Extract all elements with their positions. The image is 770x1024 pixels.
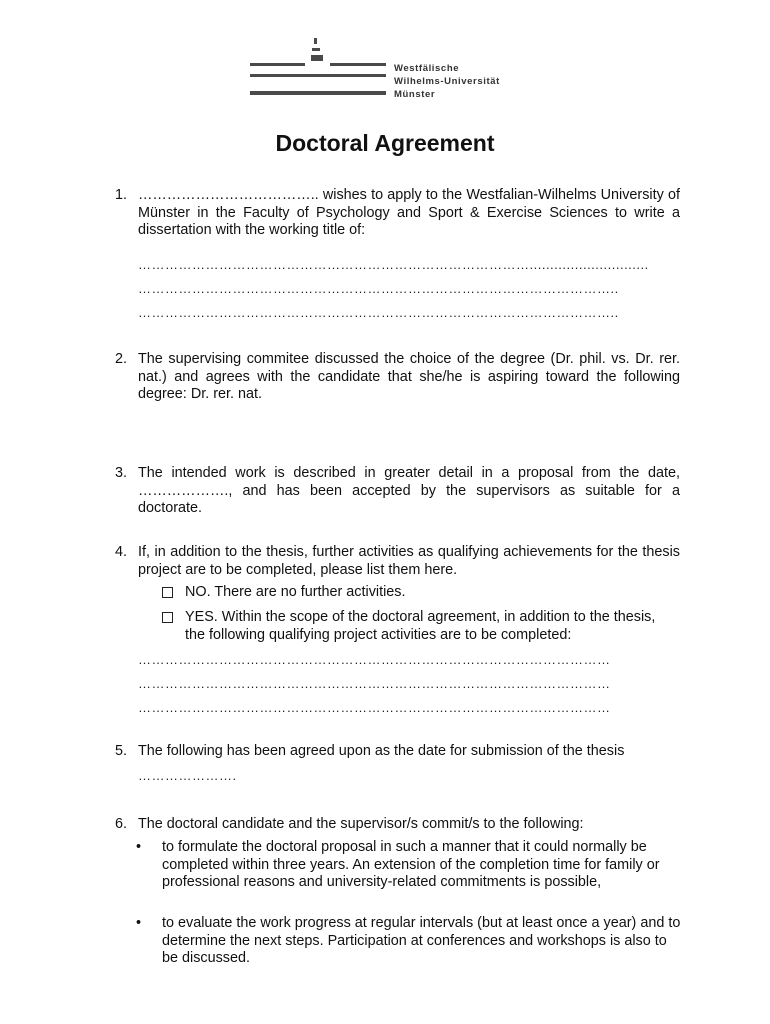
submission-date-blank[interactable]: …………………. bbox=[138, 768, 237, 783]
option-yes[interactable] bbox=[162, 609, 672, 644]
option-no-checkbox[interactable] bbox=[162, 587, 173, 598]
section-5-number: 5. bbox=[115, 743, 128, 759]
title-blank-line-2[interactable]: …………………………………………………………………………………………….. bbox=[138, 281, 619, 296]
document-title: Doctoral Agreement bbox=[275, 130, 495, 156]
logo-text bbox=[394, 62, 500, 101]
option-yes-label: YES. Within the scope of the doctoral agreement, in addition to the thesis, the following qualifying project activities are to be completed: bbox=[185, 609, 656, 643]
degree-value[interactable]: Dr. rer. nat. bbox=[190, 386, 262, 402]
bullet-glyph: • bbox=[136, 839, 142, 855]
logo-line-2: Wilhelms-Universität bbox=[394, 76, 500, 87]
section-2 bbox=[115, 351, 680, 404]
section-4-text: If, in addition to the thesis, further activities as qualifying achievements for the thesis project are to be completed, please list them here. bbox=[138, 544, 680, 578]
option-yes-checkbox[interactable] bbox=[162, 612, 173, 623]
activities-line-3[interactable]: …………………………………………………………………………………………… bbox=[138, 700, 611, 715]
section-5 bbox=[115, 743, 680, 761]
bullet-glyph: • bbox=[136, 915, 142, 931]
commitment-bullet-2 bbox=[136, 915, 686, 968]
section-6-text: The doctoral candidate and the supervisor/s commit/s to the following: bbox=[138, 816, 584, 832]
section-2-text bbox=[138, 351, 680, 404]
title-blank-line-3[interactable]: …………………………………………………………………………………………….. bbox=[138, 305, 619, 320]
section-2-body: The supervising commitee discussed the choice of the degree (Dr. phil. vs. Dr. rer. nat.) and agrees with the candidate that she/he is aspiring toward the following degree: bbox=[138, 351, 680, 402]
section-5-text: The following has been agreed upon as the date for submission of the thesis bbox=[138, 743, 625, 759]
commitment-bullet-2-text: to evaluate the work progress at regular intervals (but at least once a year) and to determine the next steps. Participation at conferences and workshops is also to be discussed. bbox=[162, 915, 681, 966]
section-6 bbox=[115, 816, 680, 834]
logo-line-1: Westfälische bbox=[394, 63, 460, 74]
section-6-number: 6. bbox=[115, 816, 128, 832]
commitment-bullet-1 bbox=[136, 839, 686, 892]
section-4-number: 4. bbox=[115, 544, 128, 560]
commitment-bullet-1-text: to formulate the doctoral proposal in such a manner that it could normally be completed within three years. An extension of the completion time for family or professional reasons and university-related commitments is possible, bbox=[162, 839, 660, 890]
section-1-text: ……………………………….. wishes to apply to the Westfalian-Wilhelms University of Münster in the Faculty of Psychology and Sport & Exercise Sciences to write a dissertation with the working title of: bbox=[138, 187, 680, 238]
section-4 bbox=[115, 544, 680, 579]
section-1 bbox=[115, 187, 680, 240]
title-blank-line-1[interactable]: ……………………………………………………………………………............................. bbox=[138, 257, 649, 272]
section-3-number: 3. bbox=[115, 465, 128, 481]
section-3 bbox=[115, 465, 680, 518]
activities-line-1[interactable]: …………………………………………………………………………………………… bbox=[138, 652, 611, 667]
logo-line-3: Münster bbox=[394, 89, 436, 100]
activities-line-2[interactable]: …………………………………………………………………………………………… bbox=[138, 676, 611, 691]
option-no-label: NO. There are no further activities. bbox=[185, 584, 406, 600]
section-3-text: The intended work is described in greater detail in a proposal from the date, ………………., and has been accepted by the supervisors as suitable for a doctorate. bbox=[138, 465, 680, 516]
section-2-number: 2. bbox=[115, 351, 128, 367]
option-no[interactable] bbox=[162, 584, 672, 602]
university-logo bbox=[250, 38, 540, 100]
section-1-number: 1. bbox=[115, 187, 128, 203]
